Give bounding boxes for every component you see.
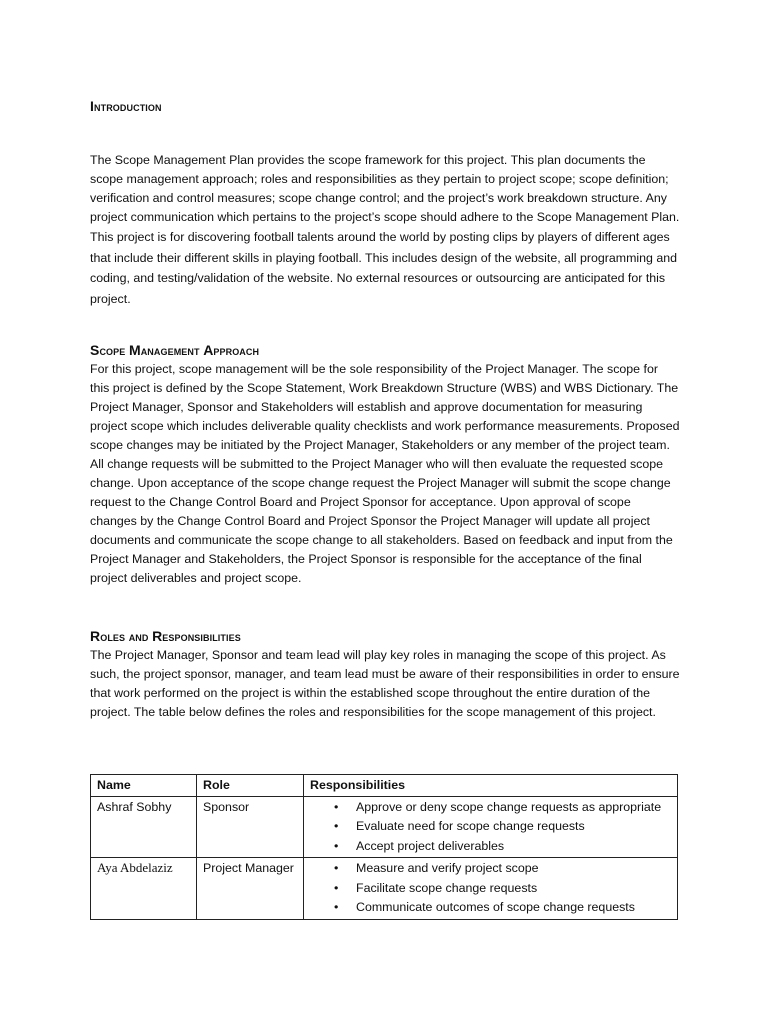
introduction-body bbox=[90, 151, 680, 309]
heading-rest: pproach bbox=[213, 344, 260, 358]
cell-role: Project Manager bbox=[197, 858, 304, 920]
header-responsibilities: Responsibilities bbox=[304, 775, 678, 797]
heading-initial: R bbox=[152, 628, 163, 644]
roles-table bbox=[90, 774, 678, 920]
heading-initial: A bbox=[203, 342, 214, 358]
roles-and-responsibilities-heading bbox=[90, 627, 241, 646]
responsibilities-list bbox=[310, 798, 671, 856]
heading-rest: esponsibilities bbox=[162, 630, 241, 644]
heading-initial: I bbox=[90, 98, 94, 114]
scope-management-approach-paragraph: For this project, scope management will be the sole responsibility of the Project Manager. The scope for this project is defined by the Scope Statement, Work Breakdown Structure (WBS) and WBS Dictionary. The Project Manager, Sponsor and Stakeholders will establish and approve documentation for measuring project scope which includes deliverable quality checklists and work performance measurements. Proposed scope changes may be initiated by the Project Manager, Stakeholders or any member of the project team. All change requests will be submitted to the Project Manager who will then evaluate the requested scope change. Upon acceptance of the scope change request the Project Manager will submit the scope change request to the Change Control Board and Project Sponsor for acceptance. Upon approval of scope changes by the Change Control Board and Project Sponsor the Project Manager will update all project documents and communicate the scope change to all stakeholders. Based on feedback and input from the Project Manager and Stakeholders, the Project Sponsor is responsible for the acceptance of the final project deliverables and project scope. bbox=[90, 362, 680, 585]
list-item: • Measure and verify project scope bbox=[310, 859, 671, 878]
table-row bbox=[91, 858, 678, 920]
list-item: • Accept project deliverables bbox=[310, 837, 671, 856]
introduction-heading bbox=[90, 97, 162, 116]
cell-name: Aya Abdelaziz bbox=[91, 858, 197, 920]
project-description-paragraph: This project is for discovering football talents around the world by posting clips by players of different ages that include their different skills in playing football. This includes design of the website, all programming and coding, and testing/validation of the website. No external resources or outsourcing are anticipated for this project. bbox=[90, 230, 678, 306]
list-item: • Facilitate scope change requests bbox=[310, 879, 671, 898]
cell-responsibilities bbox=[304, 796, 678, 858]
heading-initial: R bbox=[90, 628, 101, 644]
header-name: Name bbox=[91, 775, 197, 797]
responsibilities-list bbox=[310, 859, 671, 917]
heading-initial: M bbox=[128, 342, 141, 358]
header-role: Role bbox=[197, 775, 304, 797]
cell-responsibilities bbox=[304, 858, 678, 920]
cell-role: Sponsor bbox=[197, 796, 304, 858]
heading-rest: cope bbox=[99, 344, 129, 358]
heading-initial: S bbox=[90, 342, 100, 358]
heading-rest: anagement bbox=[140, 344, 204, 358]
introduction-paragraph: The Scope Management Plan provides the scope framework for this project. This plan documents the scope management approach; roles and responsibilities as they pertain to project scope; scope definition; verification and control measures; scope change control; and the project’s work breakdown structure. Any project communication which pertains to the project’s scope should adhere to the Scope Management Plan. bbox=[90, 153, 680, 224]
roles-and-responsibilities-paragraph: The Project Manager, Sponsor and team lead will play key roles in managing the scope of this project. As such, the project sponsor, manager, and team lead must be aware of their responsibilities in order to ensure that work performed on the project is within the established scope throughout the entire duration of the project. The table below defines the roles and responsibilities for the scope management of this project. bbox=[90, 648, 680, 719]
table-header-row bbox=[91, 775, 678, 797]
list-item: • Approve or deny scope change requests as appropriate bbox=[310, 798, 671, 817]
list-item: • Communicate outcomes of scope change requests bbox=[310, 898, 671, 917]
cell-name: Ashraf Sobhy bbox=[91, 796, 197, 858]
heading-rest: oles and bbox=[100, 630, 153, 644]
list-item: • Evaluate need for scope change requests bbox=[310, 817, 671, 836]
scope-management-approach-heading bbox=[90, 341, 259, 360]
heading-rest: ntroduction bbox=[94, 100, 162, 114]
table-row bbox=[91, 796, 678, 858]
